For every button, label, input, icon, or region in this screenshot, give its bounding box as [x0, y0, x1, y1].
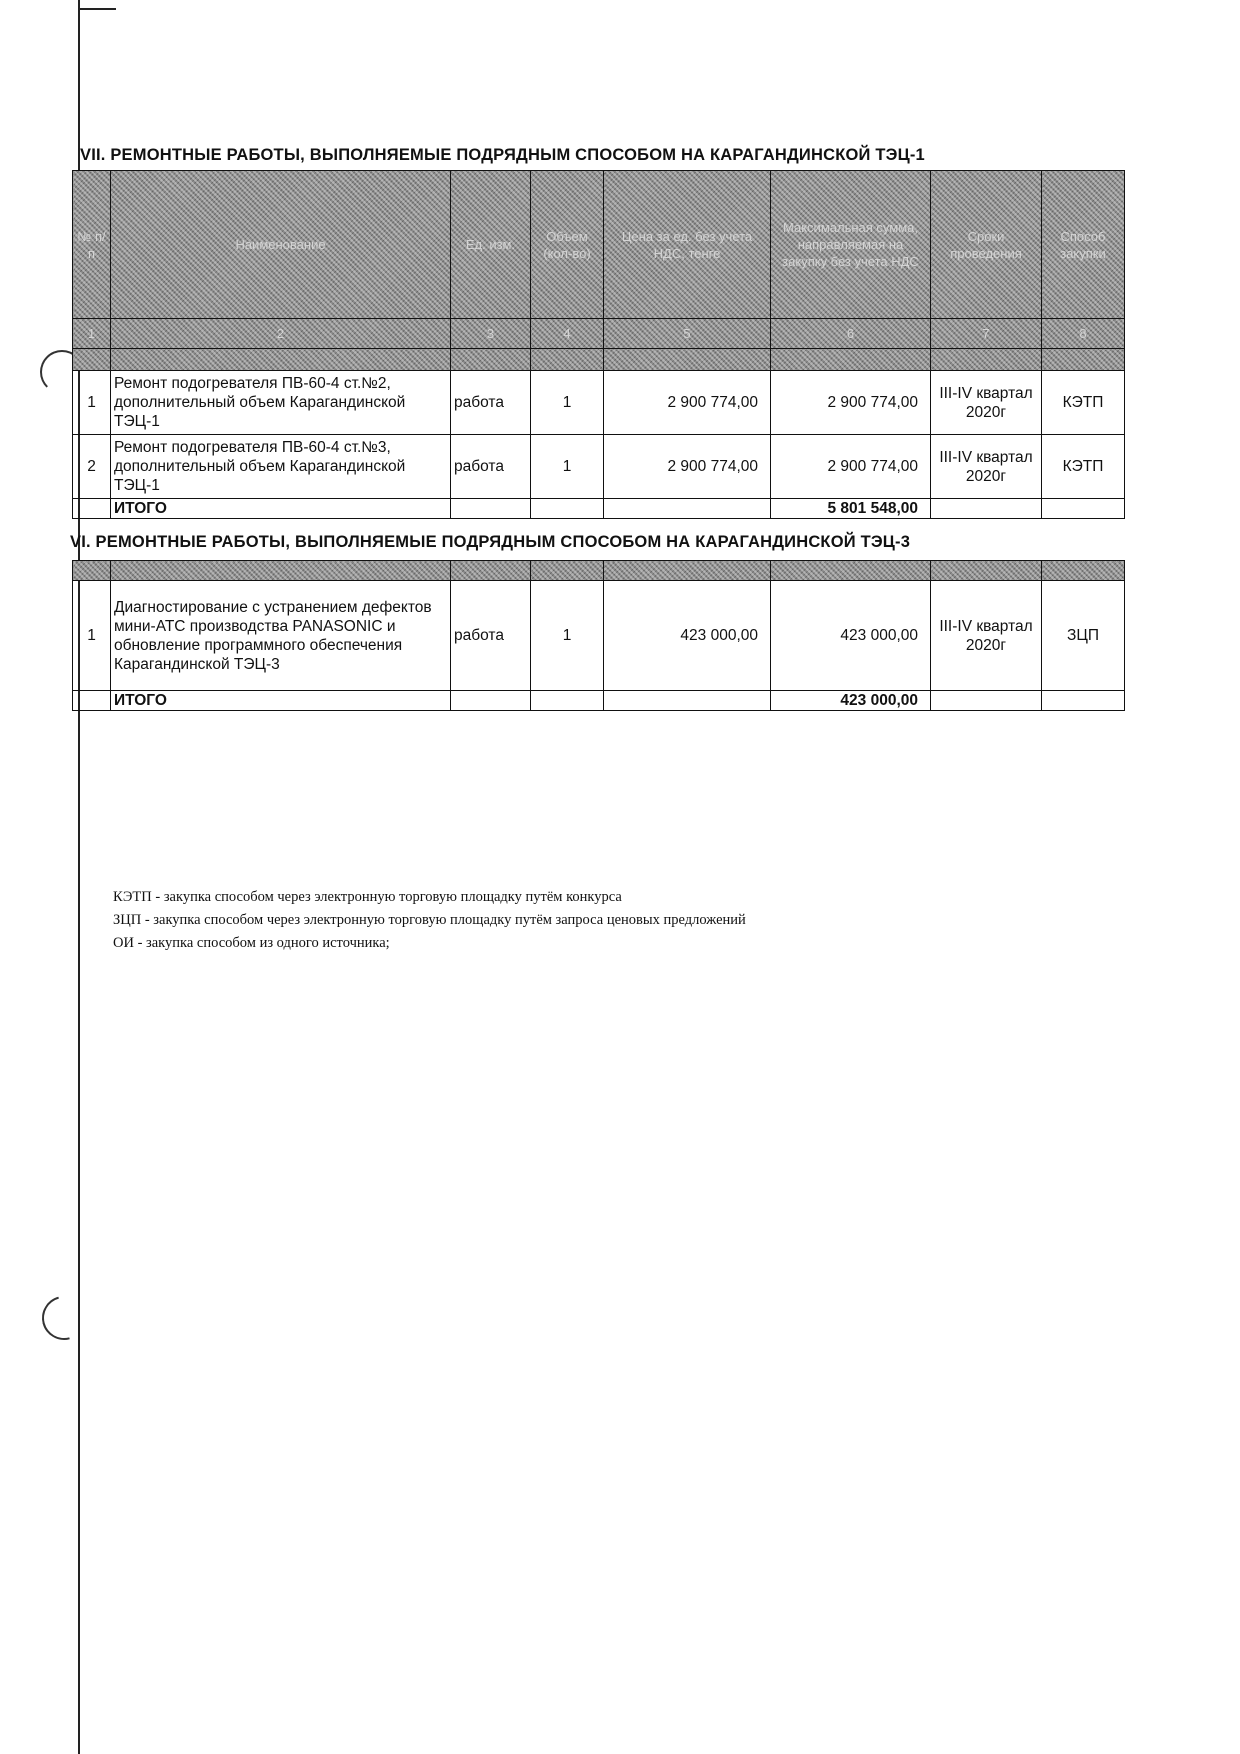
header-band-cell — [604, 561, 771, 581]
header-band-cell — [1042, 349, 1125, 371]
row-period: III-IV квартал 2020г — [931, 435, 1042, 499]
header-band-cell — [931, 349, 1042, 371]
total-label: ИТОГО — [111, 691, 451, 711]
header-number: 1 — [73, 319, 111, 349]
row-name: Ремонт подогревателя ПВ-60-4 ст.№2, дополнительный объем Карагандинской ТЭЦ-1 — [111, 371, 451, 435]
total-row — [73, 499, 1125, 519]
header-cell-num: № п/п — [73, 171, 111, 319]
header-band-cell — [73, 349, 111, 371]
header-band-cell — [451, 561, 531, 581]
header-number: 8 — [1042, 319, 1125, 349]
section-title-tec3: VI. РЕМОНТНЫЕ РАБОТЫ, ВЫПОЛНЯЕМЫЕ ПОДРЯДНЫМ СПОСОБОМ НА КАРАГАНДИНСКОЙ ТЭЦ-3 — [70, 533, 911, 551]
row-sum: 2 900 774,00 — [771, 371, 931, 435]
row-sum: 2 900 774,00 — [771, 435, 931, 499]
row-name: Ремонт подогревателя ПВ-60-4 ст.№3, дополнительный объем Карагандинской ТЭЦ-1 — [111, 435, 451, 499]
header-band-cell — [531, 349, 604, 371]
header-number: 5 — [604, 319, 771, 349]
scan-edge-tick — [78, 8, 116, 10]
total-row — [73, 691, 1125, 711]
row-qty: 1 — [531, 581, 604, 691]
row-unit: работа — [451, 581, 531, 691]
header-band-row — [73, 349, 1125, 371]
header-number-row — [73, 319, 1125, 349]
row-number: 1 — [73, 371, 111, 435]
row-price: 423 000,00 — [604, 581, 771, 691]
total-empty-cell — [451, 499, 531, 519]
header-band-cell — [931, 561, 1042, 581]
header-cell-unit: Ед. изм. — [451, 171, 531, 319]
header-number: 7 — [931, 319, 1042, 349]
header-band-cell — [73, 561, 111, 581]
row-price: 2 900 774,00 — [604, 371, 771, 435]
legend-block — [113, 886, 746, 955]
header-cell-method: Способ закупки — [1042, 171, 1125, 319]
header-band-cell — [451, 349, 531, 371]
section-title-tec1: VII. РЕМОНТНЫЕ РАБОТЫ, ВЫПОЛНЯЕМЫЕ ПОДРЯДНЫМ СПОСОБОМ НА КАРАГАНДИНСКОЙ ТЭЦ-1 — [80, 146, 925, 164]
total-empty-cell — [531, 691, 604, 711]
total-empty-cell — [531, 499, 604, 519]
header-cell-name: Наименование — [111, 171, 451, 319]
total-empty-cell — [451, 691, 531, 711]
total-value: 5 801 548,00 — [771, 499, 931, 519]
header-band-cell — [111, 561, 451, 581]
row-unit: работа — [451, 435, 531, 499]
legend-item: ЗЦП - закупка способом через электронную торговую площадку путём запроса ценовых предложений — [113, 912, 746, 928]
table-row — [73, 371, 1125, 435]
header-cell-sum: Максимальная сумма, направляемая на закупку без учета НДС — [771, 171, 931, 319]
total-empty-cell — [1042, 499, 1125, 519]
row-price: 2 900 774,00 — [604, 435, 771, 499]
header-cell-qty: Объем (кол-во) — [531, 171, 604, 319]
total-empty-cell — [604, 691, 771, 711]
legend-item: КЭТП - закупка способом через электронную торговую площадку путём конкурса — [113, 889, 622, 905]
table-header-row — [73, 171, 1125, 319]
total-empty-cell — [73, 691, 111, 711]
total-empty-cell — [931, 691, 1042, 711]
total-empty-cell — [604, 499, 771, 519]
table-tec1 — [72, 170, 1125, 519]
header-band-cell — [111, 349, 451, 371]
header-band-cell — [604, 349, 771, 371]
header-band-cell — [771, 349, 931, 371]
row-method: ЗЦП — [1042, 581, 1125, 691]
total-empty-cell — [73, 499, 111, 519]
header-cell-period: Сроки проведения — [931, 171, 1042, 319]
total-empty-cell — [931, 499, 1042, 519]
header-band-cell — [771, 561, 931, 581]
table-row — [73, 581, 1125, 691]
header-number: 2 — [111, 319, 451, 349]
header-number: 6 — [771, 319, 931, 349]
row-number: 1 — [73, 581, 111, 691]
header-number: 4 — [531, 319, 604, 349]
table-row — [73, 435, 1125, 499]
row-period: III-IV квартал 2020г — [931, 371, 1042, 435]
row-unit: работа — [451, 371, 531, 435]
row-method: КЭТП — [1042, 371, 1125, 435]
row-number: 2 — [73, 435, 111, 499]
row-name: Диагностирование с устранением дефектов мини-АТС производства PANASONIC и обновление программного обеспечения Карагандинской ТЭЦ-3 — [111, 581, 451, 691]
punch-hole-mark — [34, 1288, 94, 1348]
row-period: III-IV квартал 2020г — [931, 581, 1042, 691]
header-cell-price: Цена за ед. без учета НДС, тенге — [604, 171, 771, 319]
header-band-cell — [1042, 561, 1125, 581]
row-method: КЭТП — [1042, 435, 1125, 499]
row-qty: 1 — [531, 371, 604, 435]
total-empty-cell — [1042, 691, 1125, 711]
row-qty: 1 — [531, 435, 604, 499]
legend-item: ОИ - закупка способом из одного источника; — [113, 935, 390, 951]
header-band-cell — [531, 561, 604, 581]
row-sum: 423 000,00 — [771, 581, 931, 691]
total-label: ИТОГО — [111, 499, 451, 519]
header-band-row — [73, 561, 1125, 581]
total-value: 423 000,00 — [771, 691, 931, 711]
table-tec3 — [72, 560, 1125, 711]
header-number: 3 — [451, 319, 531, 349]
